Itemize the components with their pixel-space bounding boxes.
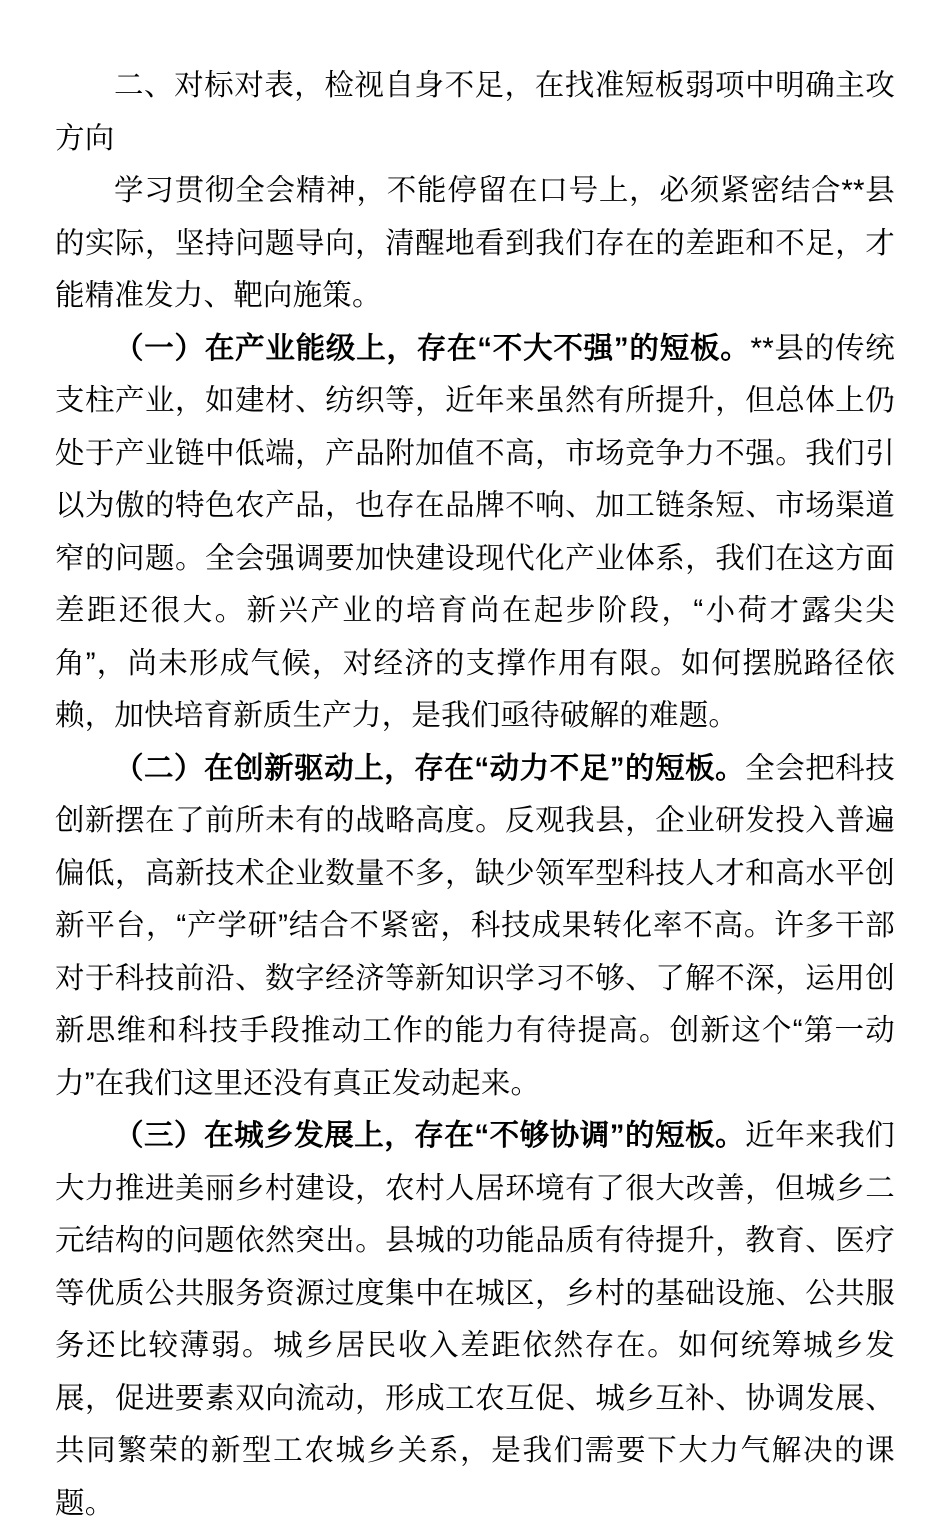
section-heading: 二、对标对表，检视自身不足，在找准短板弱项中明确主攻方向: [55, 69, 895, 155]
paragraph-point-three: [55, 1110, 895, 1530]
paragraph-point-one: [55, 323, 895, 743]
point-three-text: 近年来我们大力推进美丽乡村建设，农村人居环境有了很大改善，但城乡二元结构的问题依然突出。县城的功能品质有待提升，教育、医疗等优质公共服务资源过度集中在城区，乡村的基础设施、公共服务还比较薄弱。城乡居民收入差距依然存在。如何统筹城乡发展，促进要素双向流动，形成工农互促、城乡互补、协调发展、共同繁荣的新型工农城乡关系，是我们需要下大力气解决的课题。: [55, 1119, 895, 1520]
paragraph-point-two: [55, 743, 895, 1111]
point-two-text: 全会把科技创新摆在了前所未有的战略高度。反观我县，企业研发投入普遍偏低，高新技术企业数量不多，缺少领军型科技人才和高水平创新平台，“产学研”结合不紧密，科技成果转化率不高。许多干部对于科技前沿、数字经济等新知识学习不够、了解不深，运用创新思维和科技手段推动工作的能力有待提高。创新这个“第一动力”在我们这里还没有真正发动起来。: [55, 751, 895, 1100]
point-two-bold-lead: （二）在创新驱动上，存在“动力不足”的短板。: [114, 751, 746, 785]
document-body: [55, 60, 895, 1530]
paragraph-intro: [55, 165, 895, 323]
point-one-bold-lead: （一）在产业能级上，存在“不大不强”的短板。: [114, 331, 751, 365]
paragraph-intro-text: 学习贯彻全会精神，不能停留在口号上，必须紧密结合**县的实际，坚持问题导向，清醒地看到我们存在的差距和不足，才能精准发力、靶向施策。: [55, 174, 895, 312]
point-one-text: **县的传统支柱产业，如建材、纺织等，近年来虽然有所提升，但总体上仍处于产业链中低端，产品附加值不高，市场竞争力不强。我们引以为傲的特色农产品，也存在品牌不响、加工链条短、市场渠道窄的问题。全会强调要加快建设现代化产业体系，我们在这方面差距还很大。新兴产业的培育尚在起步阶段，“小荷才露尖尖角”，尚未形成气候，对经济的支撑作用有限。如何摆脱路径依赖，加快培育新质生产力，是我们亟待破解的难题。: [55, 331, 895, 732]
point-three-bold-lead: （三）在城乡发展上，存在“不够协调”的短板。: [114, 1119, 746, 1152]
